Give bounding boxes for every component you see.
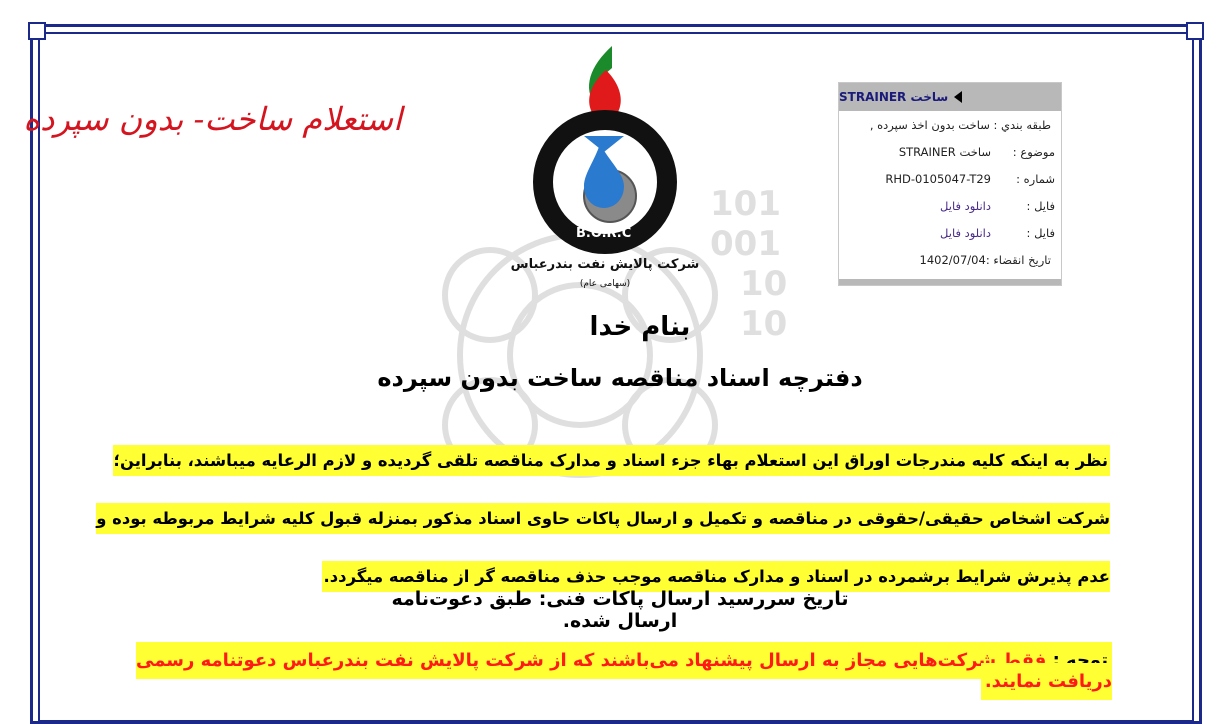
terms-paragraph — [96, 432, 1110, 606]
company-logo — [510, 40, 700, 300]
play-arrow-icon — [954, 91, 962, 103]
page-title-bismillah: بنام خدا — [589, 312, 691, 342]
logo-company-type: (سهامی عام) — [579, 279, 631, 289]
info-row-category — [839, 111, 1061, 138]
info-row-file-2 — [839, 219, 1061, 246]
border-corner-top-right — [1186, 22, 1204, 40]
svg-text:101: 101 — [710, 184, 781, 224]
terms-paragraph-text: نظر به اینکه کلیه مندرجات اوراق این استعلام بهاء جزء اسناد و مدارک مناقصه تلقی گردیده و لازم الرعایه میباشند، بنابراین؛ شرکت اشخاص حقیقی/حقوقی در مناقصه و تکمیل و ارسال پاکات حاوی اسناد مذکور بمنزله قبول کلیه شرایط مربوطه بوده و عدم پذیرش شرایط برشمرده در اسناد و مدارک مناقصه موجب حذف مناقصه گر از مناقصه میگردد. — [96, 445, 1110, 592]
info-row-expiry — [839, 246, 1061, 273]
svg-text:10: 10 — [740, 264, 788, 304]
info-box-footer-bar — [839, 279, 1061, 285]
info-number-label: شماره : — [1016, 171, 1055, 186]
drop-icon — [584, 144, 624, 208]
info-subject-value: ساخت STRAINER — [898, 144, 991, 159]
attention-note — [132, 650, 1112, 692]
logo-company-name: شرکت پالایش نفت بندرعباس — [510, 257, 700, 272]
download-file-link-1[interactable]: دانلود فایل — [940, 198, 991, 213]
info-row-subject — [839, 138, 1061, 165]
handwritten-title-text: استعلام ساخت- بدون سپرده — [23, 100, 402, 138]
handwritten-title — [23, 92, 412, 152]
tender-info-box — [838, 82, 1062, 286]
attention-note-text: فقط شرکت‌هایی مجاز به ارسال پیشنهاد می‌باشند که از شرکت پالایش نفت بندرعباس دعوتنامه رسمی دریافت نمایند. — [136, 650, 1112, 692]
info-expiry: تاریخ انقضاء :1402/07/04 — [919, 252, 1051, 267]
logo-initials: B.O.R.C — [576, 226, 632, 241]
info-box-header — [839, 83, 1061, 111]
attention-note-label: توجه : — [1052, 650, 1108, 671]
info-file1-label: فایل : — [1026, 198, 1055, 213]
border-corner-top-left — [28, 22, 46, 40]
info-number-value: RHD-0105047-T29 — [885, 171, 991, 186]
info-row-number — [839, 165, 1061, 192]
page-title-tender-document: دفترچه اسناد مناقصه ساخت بدون سپرده — [377, 364, 863, 392]
info-box-heading: ساخت STRAINER — [839, 90, 949, 104]
svg-text:001: 001 — [710, 224, 781, 264]
info-category: طبقه بندي : ساخت بدون اخذ سپرده , — [869, 117, 1051, 132]
svg-text:10: 10 — [740, 304, 788, 344]
submission-deadline: تاریخ سررسید ارسال پاکات فنی: طبق دعوت‌نامه ارسال شده. — [391, 588, 849, 632]
info-subject-label: موضوع : — [1012, 144, 1055, 159]
info-row-file-1 — [839, 192, 1061, 219]
download-file-link-2[interactable]: دانلود فایل — [940, 225, 991, 240]
info-file2-label: فایل : — [1026, 225, 1055, 240]
